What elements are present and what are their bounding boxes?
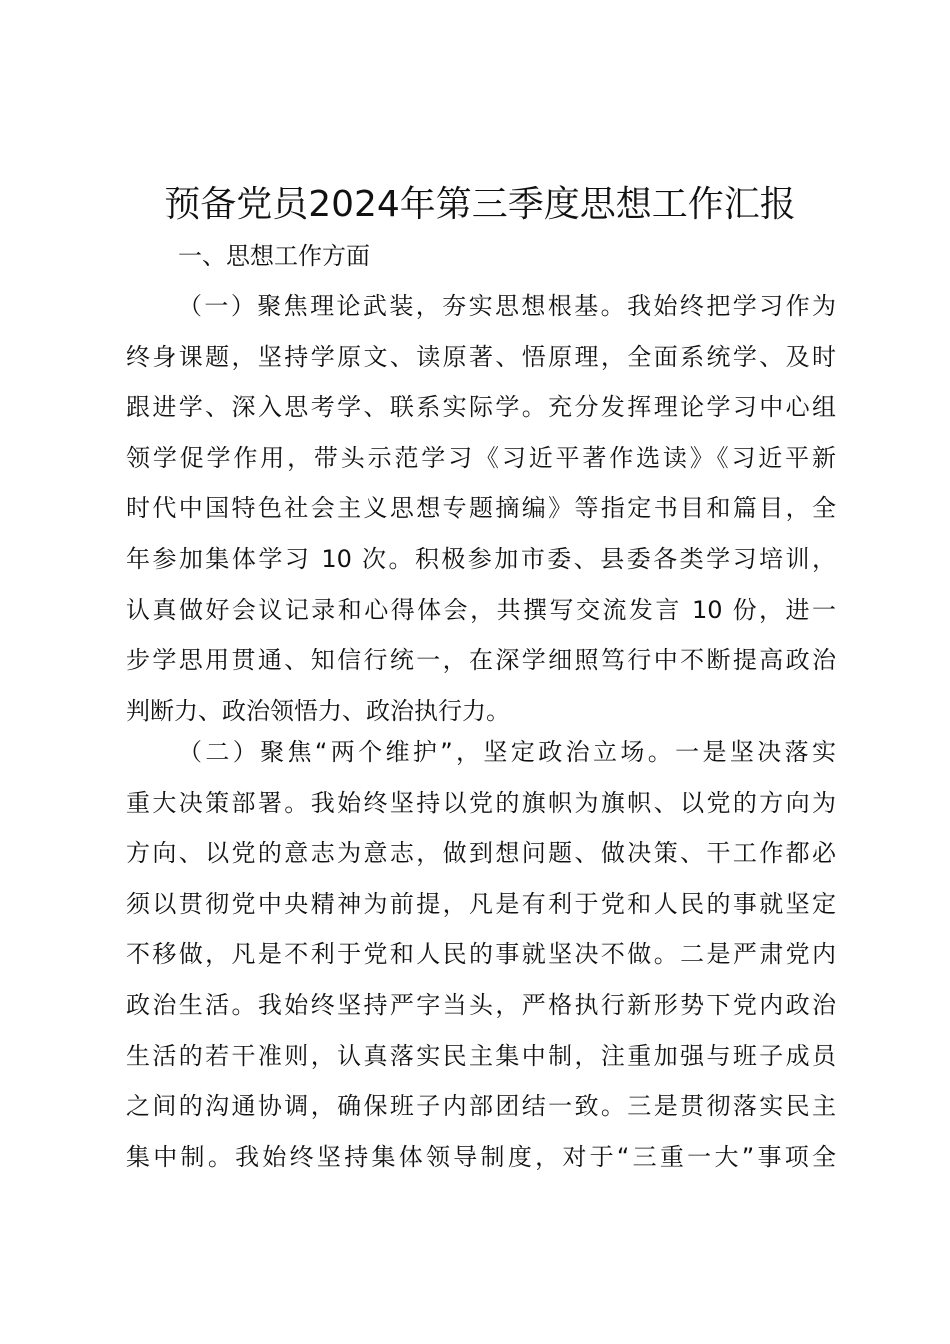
document-title: 预备党员2024年第三季度思想工作汇报 (164, 184, 796, 225)
paragraph-line: 方向、以党的意志为意志，做到想问题、做决策、干工作都必 (126, 839, 836, 868)
paragraph-line: 终身课题，坚持学原文、读原著、悟原理，全面系统学、及时 (126, 342, 836, 371)
paragraph-line: （一）聚焦理论武装，夯实思想根基。我始终把学习作为 (178, 292, 836, 320)
paragraph-line: 步学思用贯通、知信行统一，在深学细照笃行中不断提高政治 (126, 646, 836, 675)
paragraph-line: 须以贯彻党中央精神为前提，凡是有利于党和人民的事就坚定 (126, 889, 836, 918)
paragraph-line: 认真做好会议记录和心得体会，共撰写交流发言 10 份，进一 (126, 595, 836, 624)
paragraph-line: 判断力、政治领悟力、政治执行力。 (126, 696, 510, 725)
paragraph-line: 年参加集体学习 10 次。积极参加市委、县委各类学习培训， (126, 544, 836, 573)
paragraph-line: 跟进学、深入思考学、联系实际学。充分发挥理论学习中心组 (126, 393, 836, 422)
paragraph-line: 重大决策部署。我始终坚持以党的旗帜为旗帜、以党的方向为 (126, 788, 836, 817)
paragraph-line: 领学促学作用，带头示范学习《习近平著作选读》《习近平新 (126, 443, 836, 472)
paragraph-line: （二）聚焦“两个维护”，坚定政治立场。一是坚决落实 (178, 738, 836, 766)
section-heading: 一、思想工作方面 (178, 242, 370, 270)
paragraph-line: 之间的沟通协调，确保班子内部团结一致。三是贯彻落实民主 (126, 1092, 836, 1121)
paragraph-line: 生活的若干准则，认真落实民主集中制，注重加强与班子成员 (126, 1041, 836, 1070)
paragraph-line: 集中制。我始终坚持集体领导制度，对于“三重一大”事项全 (126, 1142, 836, 1171)
paragraph-line: 时代中国特色社会主义思想专题摘编》等指定书目和篇目，全 (126, 494, 836, 523)
paragraph-line: 政治生活。我始终坚持严字当头，严格执行新形势下党内政治 (126, 990, 836, 1019)
paragraph-political-stance (126, 727, 836, 1182)
paragraph-line: 不移做，凡是不利于党和人民的事就坚决不做。二是严肃党内 (126, 940, 836, 969)
paragraph-theory-study (126, 281, 836, 736)
